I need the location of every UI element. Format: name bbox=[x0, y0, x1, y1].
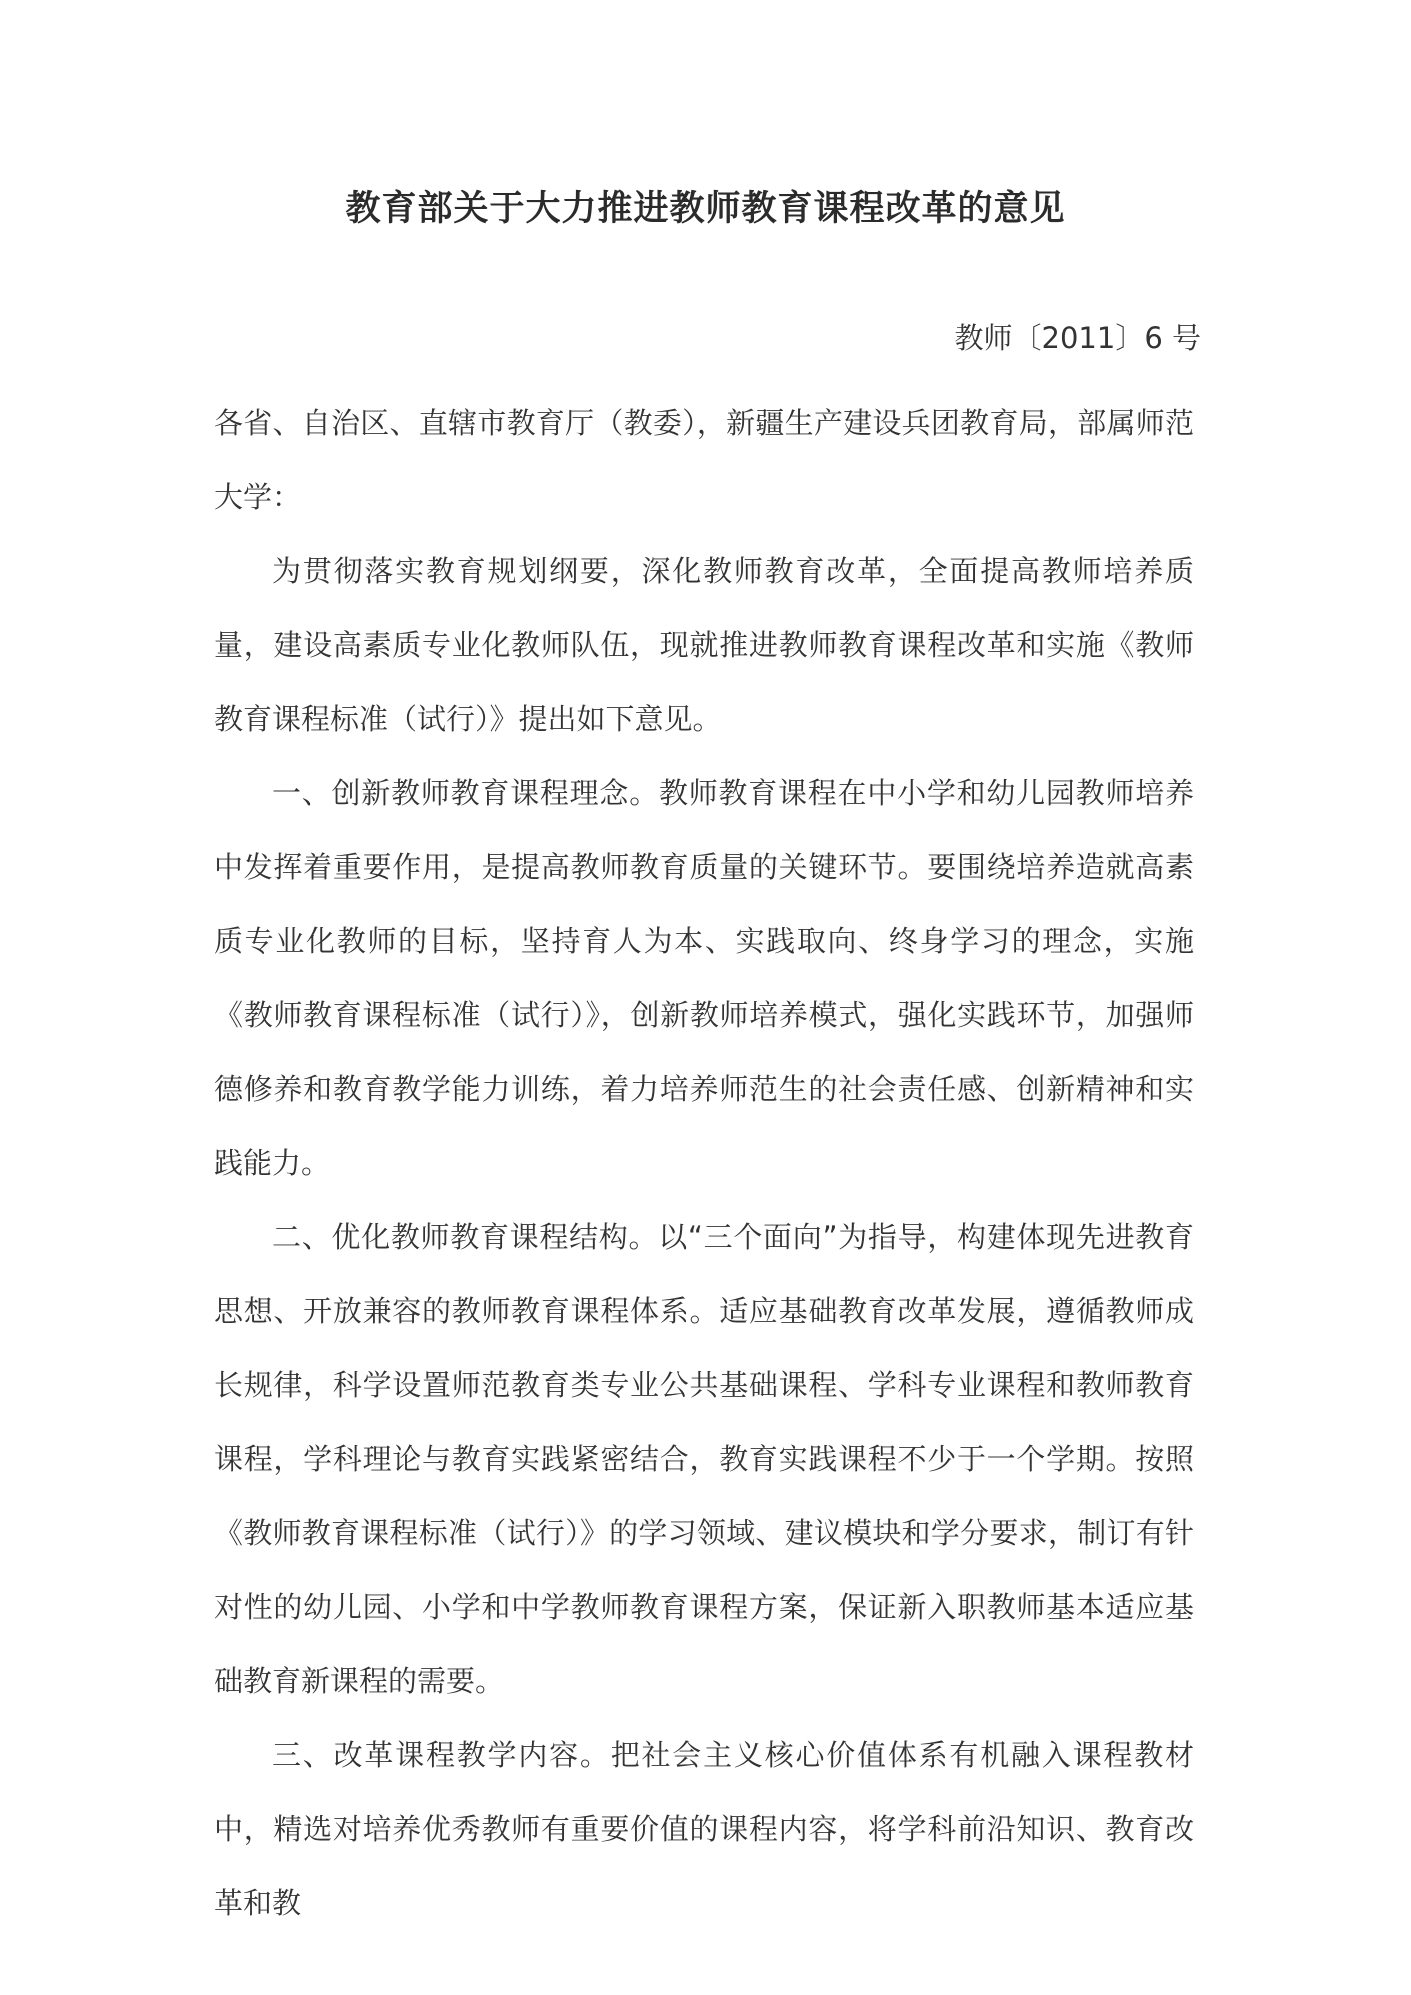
document-title: 教育部关于大力推进教师教育课程改革的意见 bbox=[345, 189, 1066, 229]
paragraph-section-2: 二、优化教师教育课程结构。以“三个面向”为指导，构建体现先进教育思想、开放兼容的教师教育课程体系。适应基础教育改革发展，遵循教师成长规律，科学设置师范教育类专业公共基础课程、学科专业课程和教师教育课程，学科理论与教育实践紧密结合，教育实践课程不少于一个学期。按照《教师教育课程标准（试行）》的学习领域、建议模块和学分要求，制订有针对性的幼儿园、小学和中学教师教育课程方案，保证新入职教师基本适应基础教育新课程的需要。 bbox=[214, 1220, 1194, 1698]
document-body bbox=[214, 386, 1194, 1940]
paragraph-section-3: 三、改革课程教学内容。把社会主义核心价值体系有机融入课程教材中，精选对培养优秀教师有重要价值的课程内容，将学科前沿知识、教育改革和教 bbox=[214, 1738, 1194, 1920]
addressee: 各省、自治区、直辖市教育厅（教委），新疆生产建设兵团教育局，部属师范大学： bbox=[214, 406, 1194, 514]
document-number: 教师〔2011〕6 号 bbox=[954, 321, 1201, 355]
paragraph-section-1: 一、创新教师教育课程理念。教师教育课程在中小学和幼儿园教师培养中发挥着重要作用，是提高教师教育质量的关键环节。要围绕培养造就高素质专业化教师的目标，坚持育人为本、实践取向、终身学习的理念，实施《教师教育课程标准（试行）》，创新教师培养模式，强化实践环节，加强师德修养和教育教学能力训练，着力培养师范生的社会责任感、创新精神和实践能力。 bbox=[214, 776, 1194, 1180]
paragraph-intro: 为贯彻落实教育规划纲要，深化教师教育改革，全面提高教师培养质量，建设高素质专业化教师队伍，现就推进教师教育课程改革和实施《教师教育课程标准（试行）》提出如下意见。 bbox=[214, 554, 1194, 736]
